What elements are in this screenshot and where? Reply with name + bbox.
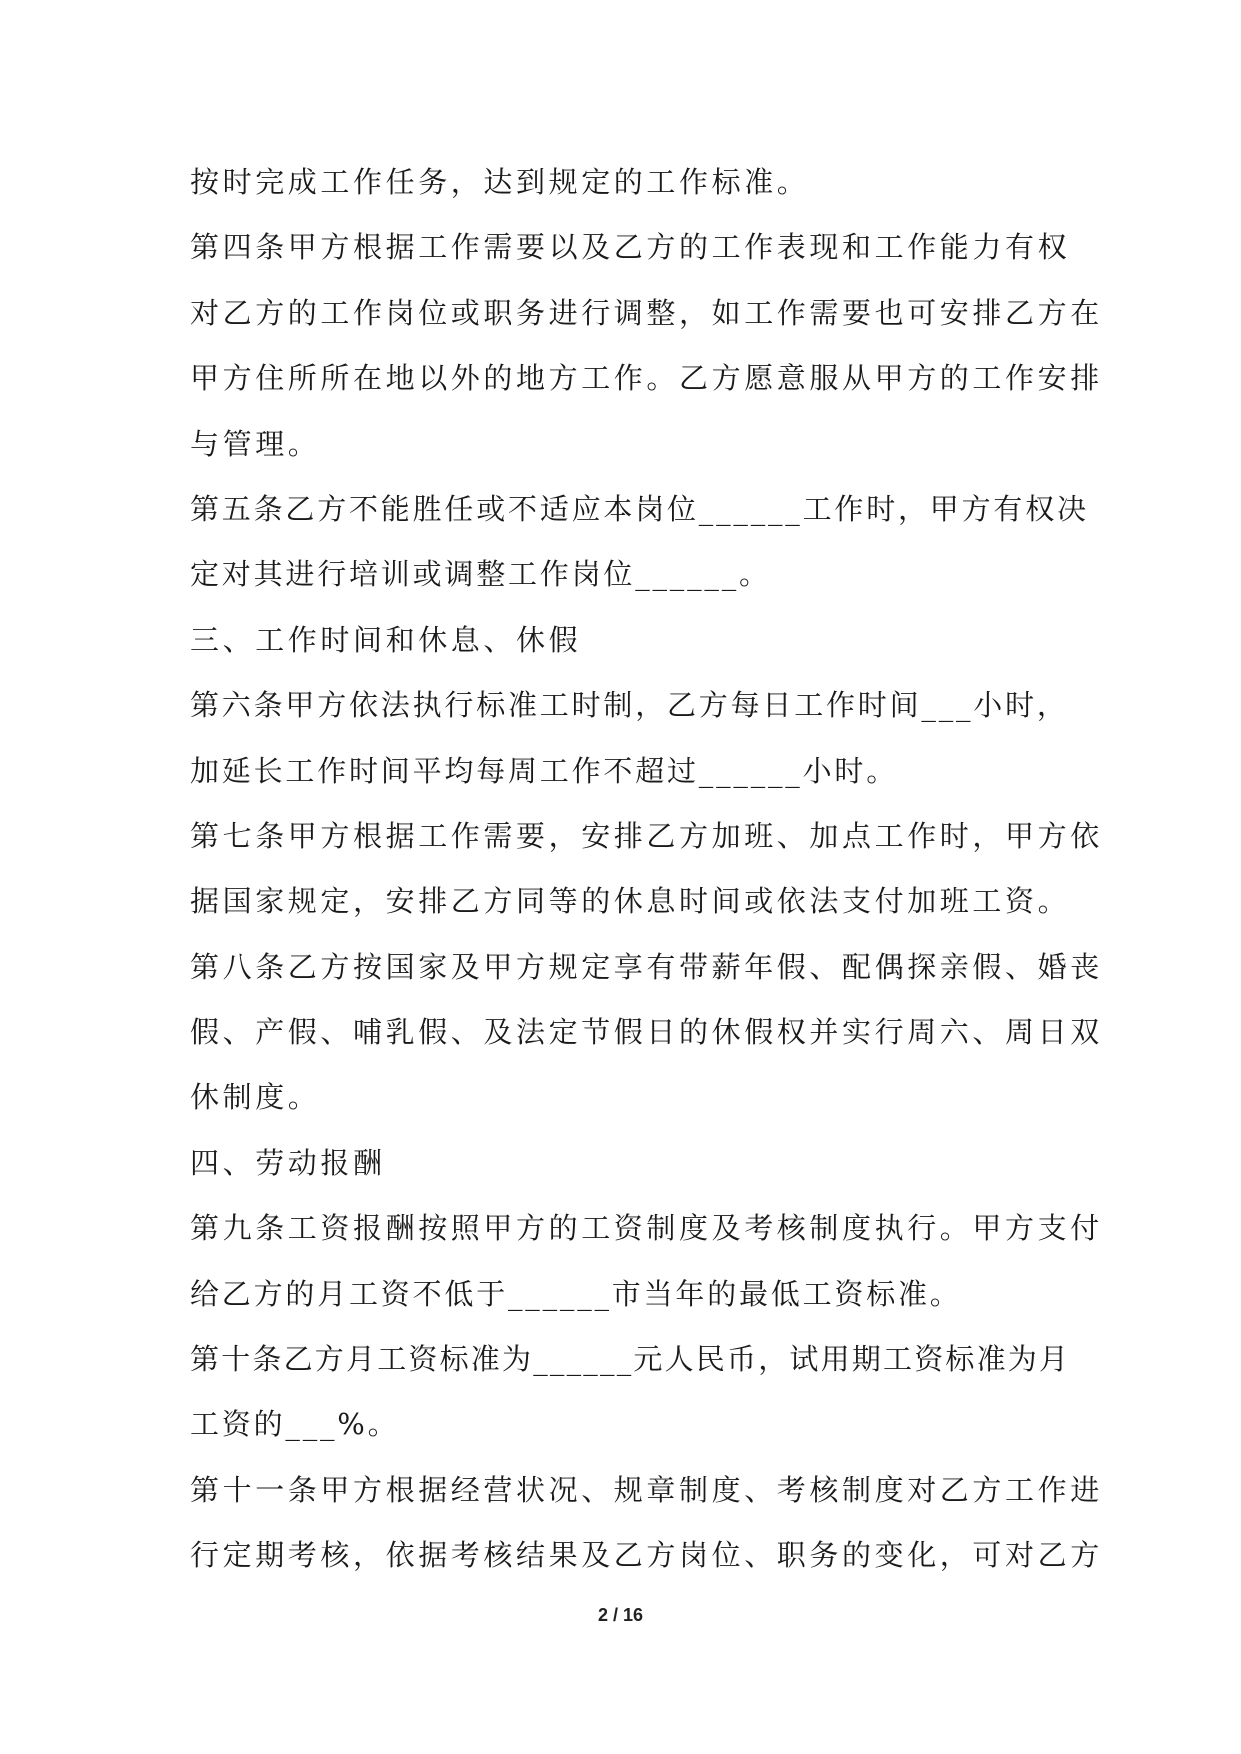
text-line: 第八条乙方按国家及甲方规定享有带薪年假、配偶探亲假、婚丧	[190, 949, 1103, 984]
text-line: 据国家规定，安排乙方同等的休息时间或依法支付加班工资。	[190, 884, 1071, 919]
text-line: 定对其进行培训或调整工作岗位______。	[190, 557, 771, 592]
text-line: 第六条甲方依法执行标准工时制，乙方每日工作时间___小时，	[190, 688, 1069, 723]
text-line: 第四条甲方根据工作需要以及乙方的工作表现和工作能力有权	[190, 230, 1071, 265]
text-line: 休制度。	[190, 1080, 321, 1115]
text-line: 按时完成工作任务，达到规定的工作标准。	[190, 165, 810, 199]
text-line: 第七条甲方根据工作需要，安排乙方加班、加点工作时，甲方依	[190, 818, 1103, 853]
text-line: 行定期考核，依据考核结果及乙方岗位、职务的变化，可对乙方	[190, 1538, 1103, 1573]
section-heading: 三、工作时间和休息、休假	[190, 622, 582, 657]
text-line: 工资的___%。	[190, 1407, 400, 1442]
text-line: 第十一条甲方根据经营状况、规章制度、考核制度对乙方工作进	[190, 1472, 1103, 1507]
text-line: 甲方住所所在地以外的地方工作。乙方愿意服从甲方的工作安排	[190, 361, 1103, 396]
text-line: 对乙方的工作岗位或职务进行调整，如工作需要也可安排乙方在	[190, 295, 1103, 330]
page-number: 2 / 16	[597, 1605, 644, 1625]
text-line: 加延长工作时间平均每周工作不超过______小时。	[190, 753, 899, 788]
text-line: 给乙方的月工资不低于______市当年的最低工资标准。	[190, 1276, 962, 1311]
text-line: 与管理。	[190, 426, 321, 461]
text-line: 假、产假、哺乳假、及法定节假日的休假权并实行周六、周日双	[190, 1015, 1103, 1050]
text-line: 第五条乙方不能胜任或不适应本岗位______工作时，甲方有权决	[190, 491, 1089, 526]
text-line: 第九条工资报酬按照甲方的工资制度及考核制度执行。甲方支付	[190, 1211, 1103, 1246]
text-line: 第十条乙方月工资标准为______元人民币，试用期工资标准为月	[190, 1342, 1071, 1377]
section-heading: 四、劳动报酬	[190, 1145, 386, 1180]
document-body	[190, 150, 1103, 1589]
